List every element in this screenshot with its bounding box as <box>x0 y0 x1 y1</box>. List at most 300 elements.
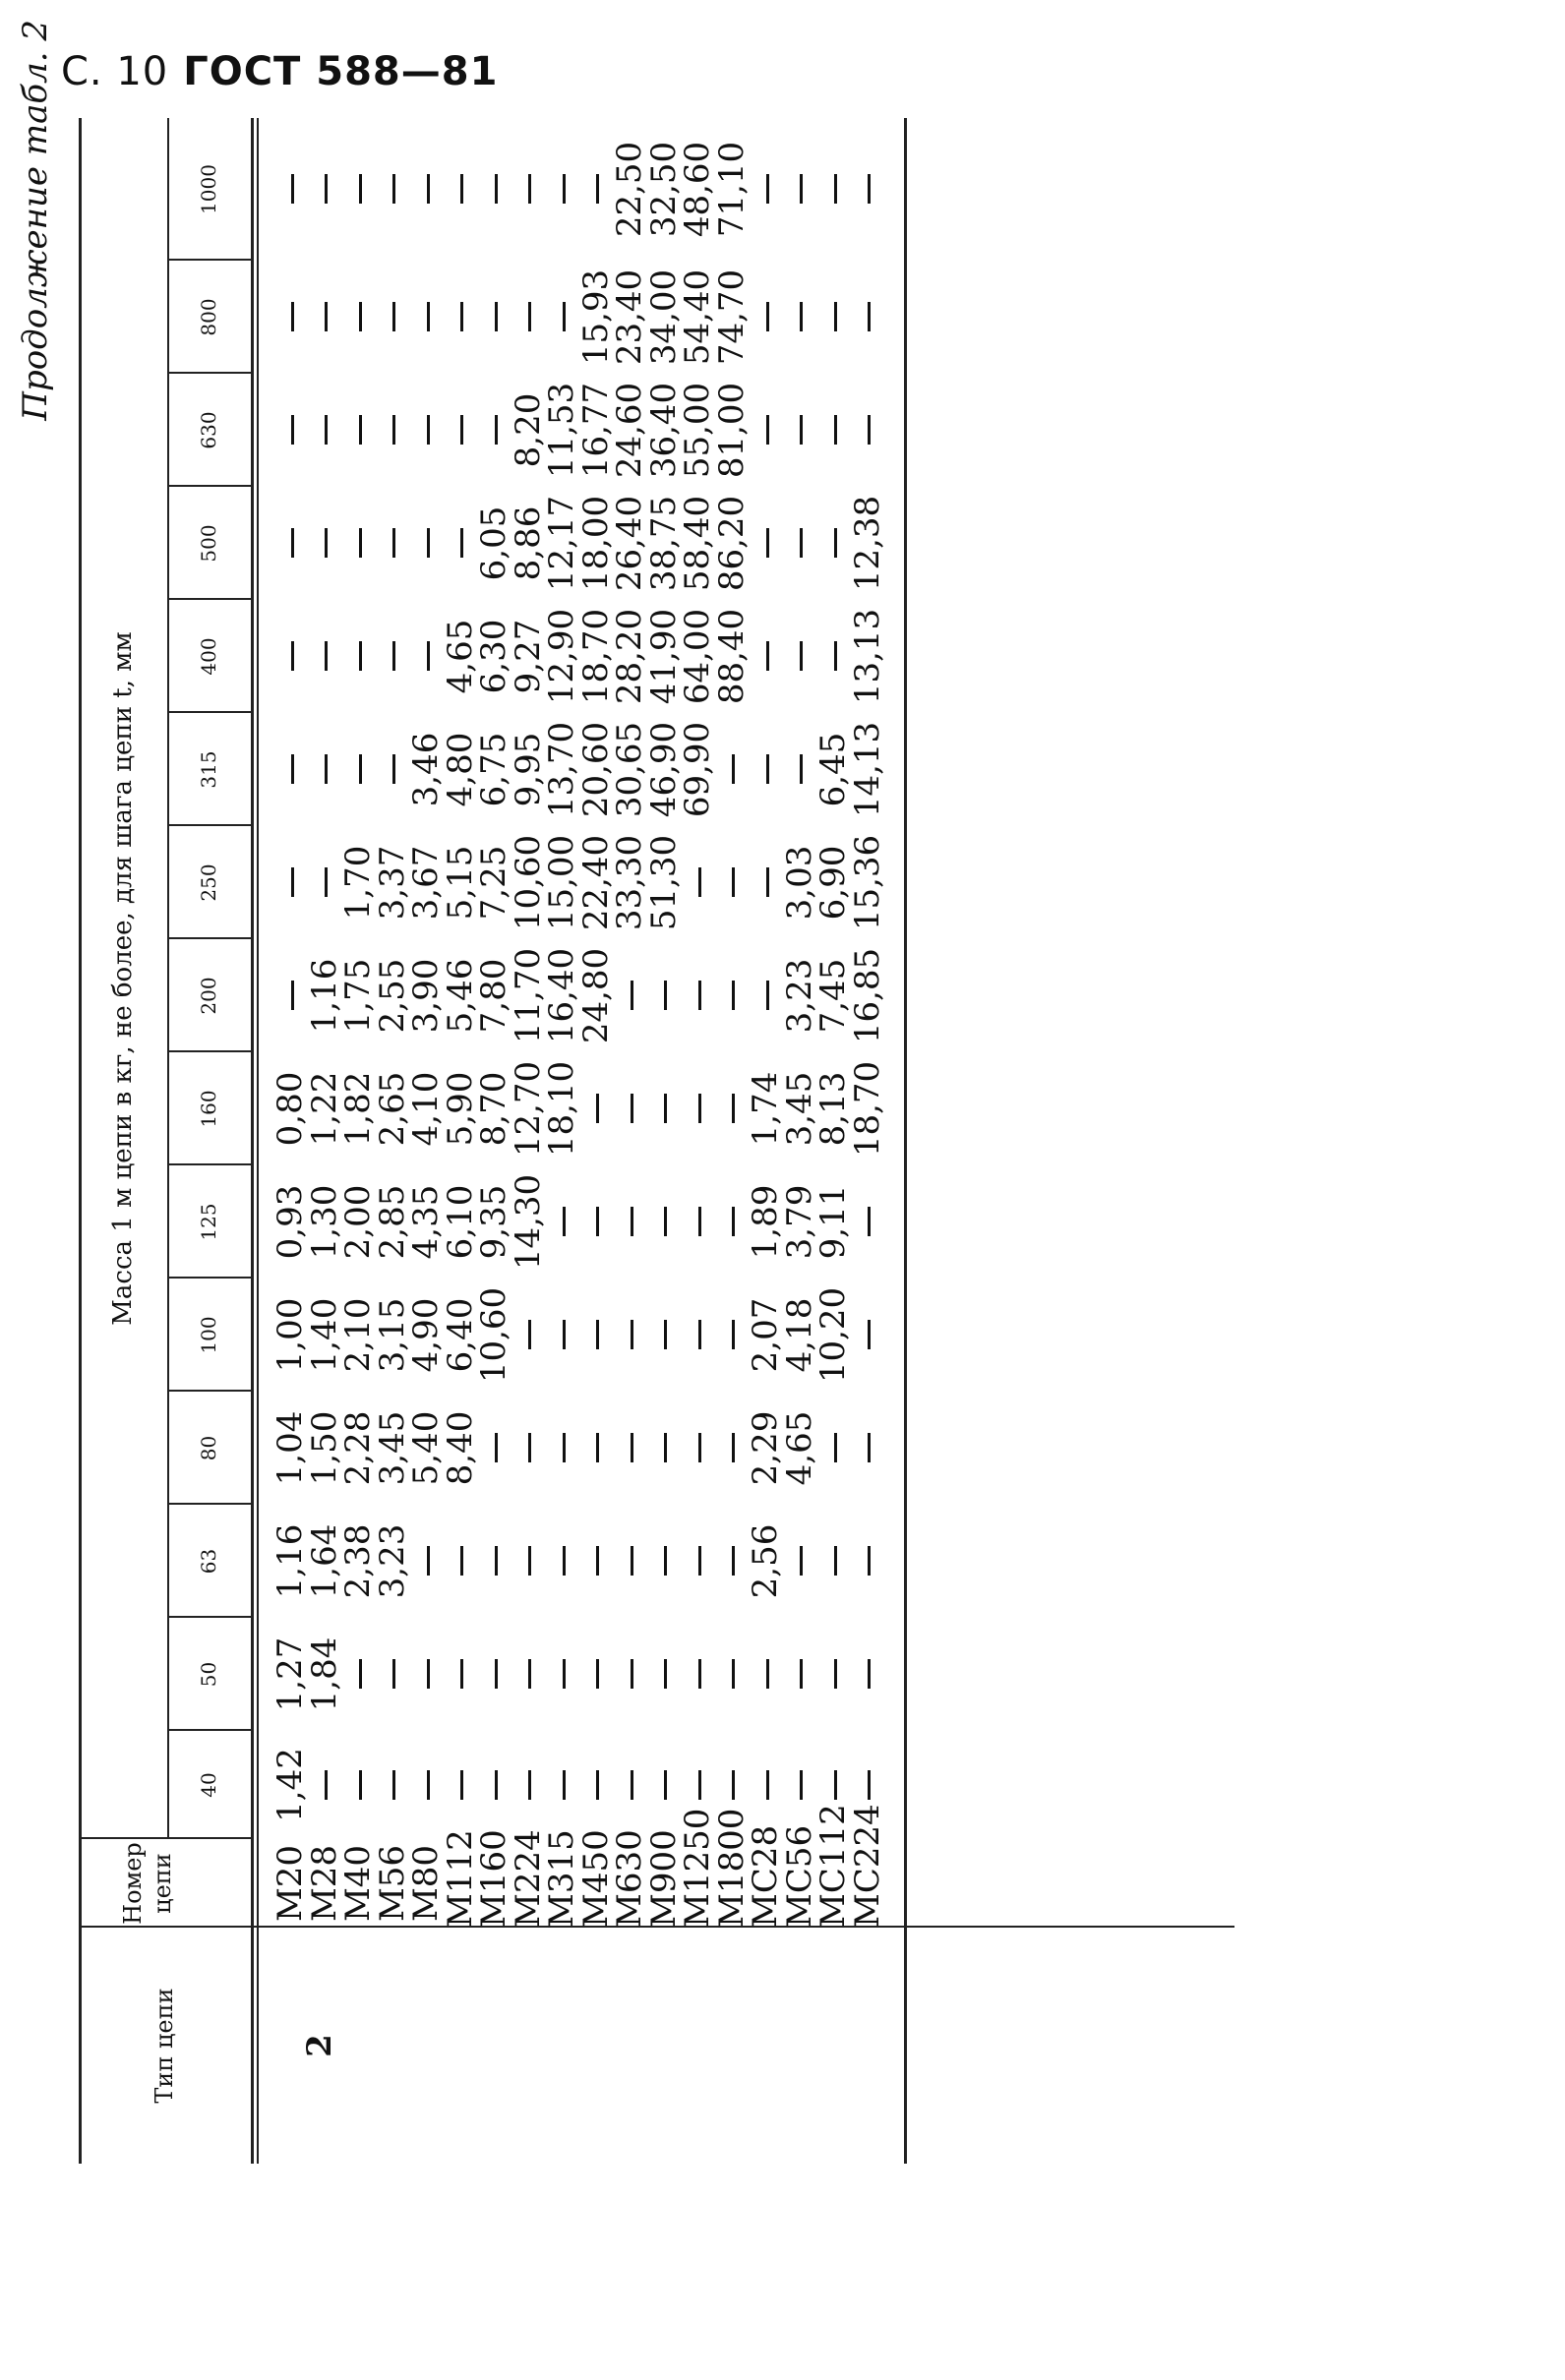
table-cell: 2,55 <box>372 958 412 1034</box>
table-cell: 54,40 <box>678 268 717 366</box>
dash-mark <box>392 755 395 785</box>
table-cell <box>545 1731 579 1839</box>
pitch-header: 630 <box>197 411 220 449</box>
dash-mark <box>664 1547 667 1577</box>
table-cell <box>512 1279 546 1392</box>
table-cell: 71,10 <box>711 141 752 238</box>
dash-mark <box>325 642 328 672</box>
dash-mark <box>596 175 599 205</box>
pitch-header: 160 <box>197 1090 220 1128</box>
table-cell <box>681 1165 715 1279</box>
table-cell <box>783 1618 817 1731</box>
dash-mark <box>291 868 294 898</box>
dash-mark <box>698 982 701 1011</box>
table-cell <box>341 600 376 713</box>
dash-mark <box>291 642 294 672</box>
table-cell <box>783 600 817 713</box>
table-cell: 22,40 <box>575 834 616 931</box>
table-cell: 1,82 <box>338 1071 378 1147</box>
table-cell <box>749 1618 783 1731</box>
dash-mark <box>596 1770 599 1800</box>
table-cell <box>545 118 579 261</box>
table-cell: 9,27 <box>508 619 548 694</box>
dash-mark <box>834 1660 837 1690</box>
dash-mark <box>596 1660 599 1690</box>
row-chain-number: М80 <box>406 1844 446 1923</box>
dash-mark <box>563 303 566 332</box>
dash-mark <box>698 1434 701 1463</box>
dash-mark <box>698 1095 701 1124</box>
dash-mark <box>325 175 328 205</box>
table-cell <box>341 118 376 261</box>
table-cell <box>715 939 750 1052</box>
dash-mark <box>359 303 362 332</box>
dash-mark <box>427 1770 430 1800</box>
dash-mark <box>495 1660 498 1690</box>
dash-mark <box>495 1547 498 1577</box>
table-cell <box>613 1731 647 1839</box>
table-cell: 69,90 <box>678 721 717 818</box>
table-cell <box>308 1731 342 1839</box>
table-cell <box>715 1505 750 1618</box>
dash-mark <box>563 1547 566 1577</box>
table-cell <box>715 1165 750 1279</box>
dash-mark <box>596 1321 599 1350</box>
chain-type-value: 2 <box>300 2034 339 2057</box>
table-cell <box>409 374 444 487</box>
table-cell: 3,45 <box>372 1410 412 1486</box>
dash-mark <box>766 755 769 785</box>
table-cell: 13,70 <box>542 721 581 818</box>
table-cell <box>816 118 851 261</box>
pitch-header: 500 <box>197 524 220 563</box>
row-chain-number: М112 <box>440 1829 480 1928</box>
table-cell <box>376 118 410 261</box>
table-cell <box>715 1392 750 1505</box>
table-cell: 3,15 <box>372 1297 412 1373</box>
dash-mark <box>800 175 803 205</box>
dash-mark <box>732 982 735 1011</box>
dash-mark <box>528 1660 531 1690</box>
table-cell: 1,40 <box>304 1297 344 1373</box>
pitch-header: 315 <box>197 750 220 789</box>
dash-mark <box>732 1321 735 1350</box>
dash-mark <box>528 1321 531 1350</box>
table-cell: 2,38 <box>338 1523 378 1599</box>
row-chain-number: МС112 <box>813 1804 853 1928</box>
dash-mark <box>528 1770 531 1800</box>
table-cell: 24,60 <box>610 382 649 479</box>
dash-mark <box>868 1434 871 1463</box>
dash-mark <box>834 1434 837 1463</box>
table-cell: 3,46 <box>406 732 446 807</box>
row-chain-number: М900 <box>643 1829 684 1928</box>
dash-mark <box>392 303 395 332</box>
table-cell: 26,40 <box>610 495 649 592</box>
table-cell: 36,40 <box>643 382 684 479</box>
table-cell <box>749 600 783 713</box>
table-cell <box>579 1392 614 1505</box>
table-cell: 9,95 <box>508 732 548 807</box>
table-cell <box>308 713 342 826</box>
table-cell: 16,77 <box>575 382 616 479</box>
table-cell: 7,25 <box>474 845 513 921</box>
table-cell: 4,10 <box>406 1071 446 1147</box>
dash-mark <box>631 1095 633 1124</box>
table-cell <box>273 600 308 713</box>
table-cell <box>783 713 817 826</box>
pitch-header: 40 <box>197 1772 220 1798</box>
dash-mark <box>732 1434 735 1463</box>
dash-mark <box>359 1660 362 1690</box>
table-cell <box>409 600 444 713</box>
table-cell <box>816 374 851 487</box>
table-cell <box>715 713 750 826</box>
table-cell <box>376 1731 410 1839</box>
table-cell: 4,65 <box>440 619 480 694</box>
table-cell: 88,40 <box>711 608 752 705</box>
dash-mark <box>868 1321 871 1350</box>
dash-mark <box>291 529 294 559</box>
dash-mark <box>392 1660 395 1690</box>
table-cell <box>579 1731 614 1839</box>
table-cell <box>341 487 376 600</box>
table-cell: 74,70 <box>711 268 752 366</box>
table-cell <box>851 1618 885 1731</box>
table-cell: 5,90 <box>440 1071 480 1147</box>
dash-mark <box>596 1208 599 1237</box>
table-cell <box>749 826 783 939</box>
table-cell: 9,11 <box>813 1184 853 1260</box>
table-cell <box>715 1731 750 1839</box>
dash-mark <box>563 1660 566 1690</box>
row-chain-number: М20 <box>271 1844 310 1923</box>
dash-mark <box>631 982 633 1011</box>
table-cell <box>579 118 614 261</box>
table-cell <box>851 261 885 374</box>
table-cell <box>613 1052 647 1165</box>
table-cell: 15,93 <box>575 268 616 366</box>
table-cell <box>681 1279 715 1392</box>
table-header-border <box>251 118 254 2164</box>
table-cell: 0,93 <box>271 1184 310 1260</box>
dash-mark <box>800 1770 803 1800</box>
table-cell: 9,35 <box>474 1184 513 1260</box>
table-cell: 6,40 <box>440 1297 480 1373</box>
table-cell: 81,00 <box>711 382 752 479</box>
table-cell <box>477 1618 512 1731</box>
dash-mark <box>732 1208 735 1237</box>
table-cell <box>341 1618 376 1731</box>
table-cell <box>681 826 715 939</box>
table-cell <box>816 1618 851 1731</box>
table-cell <box>851 1392 885 1505</box>
table-cell <box>512 1731 546 1839</box>
dash-mark <box>631 1547 633 1577</box>
table-cell <box>647 939 682 1052</box>
dash-mark <box>766 1770 769 1800</box>
dash-mark <box>460 303 463 332</box>
table-cell <box>273 713 308 826</box>
table-cell <box>613 1279 647 1392</box>
dash-mark <box>460 1547 463 1577</box>
table-cell: 10,60 <box>474 1286 513 1384</box>
dash-mark <box>732 755 735 785</box>
pitch-header: 63 <box>197 1548 220 1575</box>
dash-mark <box>766 868 769 898</box>
table-cell <box>816 487 851 600</box>
table-cell: 12,70 <box>508 1060 548 1158</box>
table-cell <box>749 939 783 1052</box>
dash-mark <box>766 416 769 446</box>
table-cell: 1,27 <box>271 1636 310 1712</box>
dash-mark <box>631 1434 633 1463</box>
table-cell: 4,90 <box>406 1297 446 1373</box>
dash-mark <box>664 1208 667 1237</box>
table-cell: 1,04 <box>271 1410 310 1486</box>
table-cell <box>783 374 817 487</box>
table-cell <box>681 1731 715 1839</box>
pitch-header: 200 <box>197 977 220 1015</box>
table-cell: 14,13 <box>847 721 887 818</box>
dash-mark <box>596 1547 599 1577</box>
dash-mark <box>528 1547 531 1577</box>
table-cell <box>579 1618 614 1731</box>
row-chain-number: М28 <box>304 1844 344 1923</box>
table-cell <box>783 487 817 600</box>
dash-mark <box>732 1770 735 1800</box>
dash-mark <box>664 1321 667 1350</box>
table-cell: 1,70 <box>338 845 378 921</box>
dash-mark <box>427 416 430 446</box>
table-cell <box>308 826 342 939</box>
table-cell: 3,03 <box>779 845 819 921</box>
table-cell: 13,13 <box>847 608 887 705</box>
dash-mark <box>596 1434 599 1463</box>
dash-mark <box>495 416 498 446</box>
table-cell <box>512 1505 546 1618</box>
table-cell: 4,35 <box>406 1184 446 1260</box>
table-cell: 32,50 <box>643 141 684 238</box>
table-cell <box>477 1392 512 1505</box>
table-cell: 1,16 <box>304 958 344 1034</box>
table-cell <box>749 487 783 600</box>
dash-mark <box>291 755 294 785</box>
table-cell: 28,20 <box>610 608 649 705</box>
table-cell: 2,56 <box>746 1523 785 1599</box>
table-cell: 18,70 <box>847 1060 887 1158</box>
table-cell <box>308 261 342 374</box>
table-cell: 23,40 <box>610 268 649 366</box>
table-cell <box>681 1392 715 1505</box>
dash-mark <box>392 642 395 672</box>
table-cell <box>783 1731 817 1839</box>
dash-mark <box>495 1770 498 1800</box>
pitch-header: 400 <box>197 637 220 676</box>
table-cell <box>308 374 342 487</box>
table-cell <box>681 939 715 1052</box>
dash-mark <box>563 1208 566 1237</box>
standard-code: ГОСТ 588—81 <box>183 49 499 94</box>
dash-mark <box>800 1660 803 1690</box>
table-cell <box>647 1165 682 1279</box>
table-cell: 3,45 <box>779 1071 819 1147</box>
row-chain-number: М56 <box>372 1844 412 1923</box>
row-chain-number: МС56 <box>779 1824 819 1928</box>
table-cell <box>647 1505 682 1618</box>
dash-mark <box>631 1208 633 1237</box>
dash-mark <box>427 175 430 205</box>
table-cell <box>851 1731 885 1839</box>
table-cell <box>715 1279 750 1392</box>
table-cell: 20,60 <box>575 721 616 818</box>
table-cell: 16,40 <box>542 947 581 1044</box>
row-chain-number: М40 <box>338 1844 378 1923</box>
dash-mark <box>664 1434 667 1463</box>
table-cell <box>545 1165 579 1279</box>
table-cell: 1,00 <box>271 1297 310 1373</box>
row-chain-number: М160 <box>474 1829 513 1928</box>
dash-mark <box>868 1770 871 1800</box>
table-double-border <box>257 118 259 2164</box>
dash-mark <box>800 1547 803 1577</box>
table-cell: 22,50 <box>610 141 649 238</box>
dash-mark <box>427 303 430 332</box>
dash-mark <box>698 1660 701 1690</box>
table-cell: 10,20 <box>813 1286 853 1384</box>
table-cell: 30,65 <box>610 721 649 818</box>
table-cell <box>477 374 512 487</box>
table-cell: 41,90 <box>643 608 684 705</box>
table-cell <box>647 1392 682 1505</box>
table-cell: 8,20 <box>508 392 548 468</box>
dash-mark <box>325 755 328 785</box>
table-cell <box>851 1279 885 1392</box>
table-cell: 5,40 <box>406 1410 446 1486</box>
table-cell <box>783 118 817 261</box>
dash-mark <box>868 1208 871 1237</box>
dash-mark <box>392 175 395 205</box>
table-cell: 8,86 <box>508 506 548 581</box>
row-chain-number: М1250 <box>678 1808 717 1928</box>
table-cell: 33,30 <box>610 834 649 931</box>
table-cell: 1,22 <box>304 1071 344 1147</box>
dash-mark <box>325 529 328 559</box>
dash-mark <box>495 175 498 205</box>
table-cell <box>444 1505 478 1618</box>
table-cell: 58,40 <box>678 495 717 592</box>
page-number: С. 10 <box>61 49 169 94</box>
table-caption: Продолжение табл. 2 <box>16 20 55 421</box>
dash-mark <box>631 1660 633 1690</box>
dash-mark <box>460 175 463 205</box>
table-cell <box>273 939 308 1052</box>
dash-mark <box>698 1547 701 1577</box>
table-cell <box>273 118 308 261</box>
table-cell <box>341 261 376 374</box>
table-cell <box>545 1618 579 1731</box>
dash-mark <box>834 1547 837 1577</box>
table-cell <box>816 600 851 713</box>
table-cell <box>579 1165 614 1279</box>
table-cell: 7,45 <box>813 958 853 1034</box>
table-cell <box>477 1731 512 1839</box>
table-cell <box>409 1505 444 1618</box>
table-cell: 6,90 <box>813 845 853 921</box>
dash-mark <box>868 416 871 446</box>
dash-mark <box>291 303 294 332</box>
table-cell <box>816 1392 851 1505</box>
dash-mark <box>460 1660 463 1690</box>
pitch-header: 800 <box>197 298 220 336</box>
table-cell: 6,10 <box>440 1184 480 1260</box>
table-cell <box>851 118 885 261</box>
table-cell <box>613 1618 647 1731</box>
table-cell: 1,75 <box>338 958 378 1034</box>
table-cell: 1,30 <box>304 1184 344 1260</box>
table-cell <box>341 374 376 487</box>
table-cell: 2,65 <box>372 1071 412 1147</box>
table-cell: 3,67 <box>406 845 446 921</box>
dash-mark <box>664 1770 667 1800</box>
table-cell <box>647 1618 682 1731</box>
dash-mark <box>732 868 735 898</box>
table-cell <box>409 261 444 374</box>
dash-mark <box>698 1770 701 1800</box>
table-cell <box>851 374 885 487</box>
table-cell <box>545 1279 579 1392</box>
dash-mark <box>664 1660 667 1690</box>
table-cell: 7,80 <box>474 958 513 1034</box>
table-cell <box>512 1392 546 1505</box>
table-cell <box>477 1505 512 1618</box>
table-cell <box>376 1618 410 1731</box>
dash-mark <box>766 303 769 332</box>
table-cell <box>783 261 817 374</box>
dash-mark <box>427 1547 430 1577</box>
table-cell: 0,80 <box>271 1071 310 1147</box>
table-cell: 3,23 <box>779 958 819 1034</box>
table-cell <box>273 487 308 600</box>
table-cell <box>308 600 342 713</box>
row-chain-number: М315 <box>542 1829 581 1928</box>
table-cell <box>308 487 342 600</box>
table-cell: 6,75 <box>474 732 513 807</box>
dash-mark <box>698 868 701 898</box>
table-cell: 2,10 <box>338 1297 378 1373</box>
column-type-header: Тип цепи <box>150 1988 178 2104</box>
table-cell <box>749 374 783 487</box>
table-cell: 1,42 <box>271 1748 310 1822</box>
table-cell <box>409 487 444 600</box>
table-cell: 18,10 <box>542 1060 581 1158</box>
row-chain-number: МС28 <box>746 1824 785 1928</box>
table-cell <box>273 261 308 374</box>
table-cell <box>376 713 410 826</box>
dash-mark <box>834 175 837 205</box>
table-cell: 12,17 <box>542 495 581 592</box>
dash-mark <box>528 1434 531 1463</box>
table-cell: 8,13 <box>813 1071 853 1147</box>
dash-mark <box>528 303 531 332</box>
table-cell <box>749 118 783 261</box>
dash-mark <box>834 1770 837 1800</box>
dash-mark <box>325 868 328 898</box>
table-cell: 6,05 <box>474 506 513 581</box>
table-cell: 86,20 <box>711 495 752 592</box>
dash-mark <box>664 1095 667 1124</box>
rotated-table <box>0 20 1544 2164</box>
